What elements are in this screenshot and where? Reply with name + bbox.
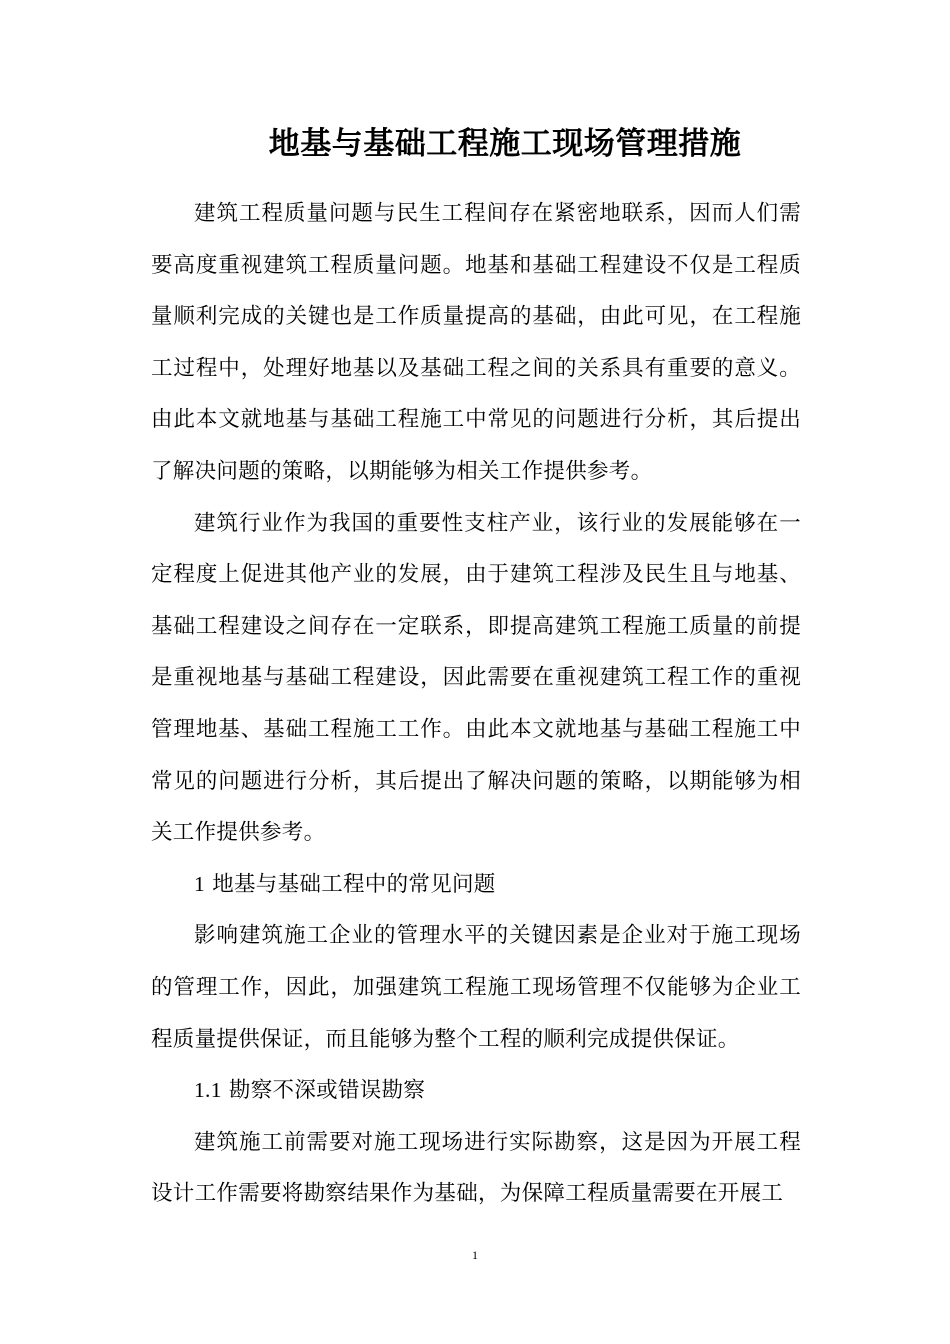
document-body [151,188,801,1220]
intro-paragraph-2: 建筑行业作为我国的重要性支柱产业，该行业的发展能够在一定程度上促进其他产业的发展，由于建筑工程涉及民生且与地基、基础工程建设之间存在一定联系，即提高建筑工程施工质量的前提是重视地基与基础工程建设，因此需要在重视建筑工程工作的重视管理地基、基础工程施工工作。由此本文就地基与基础工程施工中常见的问题进行分析，其后提出了解决问题的策略，以期能够为相关工作提供参考。 [151,510,801,846]
subsection-heading-text: 勘察不深或错误勘察 [228,1078,426,1104]
subsection-number: 1.1 [194,1078,222,1103]
document-title: 地基与基础工程施工现场管理措施 [268,126,742,162]
section-1-paragraph: 影响建筑施工企业的管理水平的关键因素是企业对于施工现场的管理工作，因此，加强建筑工程施工现场管理不仅能够为企业工程质量提供保证，而且能够为整个工程的顺利完成提供保证。 [151,923,801,1052]
section-heading-1 [151,859,801,911]
section-heading-text: 地基与基础工程中的常见问题 [212,871,496,897]
section-1-1-paragraph: 建筑施工前需要对施工现场进行实际勘察，这是因为开展工程设计工作需要将勘察结果作为基础，为保障工程质量需要在开展工 [151,1129,801,1207]
section-number: 1 [194,871,206,896]
page-number: 1 [472,1248,478,1262]
intro-paragraph-1: 建筑工程质量问题与民生工程间存在紧密地联系，因而人们需要高度重视建筑工程质量问题。地基和基础工程建设不仅是工程质量顺利完成的关键也是工作质量提高的基础，由此可见，在工程施工过程中，处理好地基以及基础工程之间的关系具有重要的意义。由此本文就地基与基础工程施工中常见的问题进行分析，其后提出了解决问题的策略，以期能够为相关工作提供参考。 [151,201,801,484]
section-heading-1-1 [151,1065,801,1117]
